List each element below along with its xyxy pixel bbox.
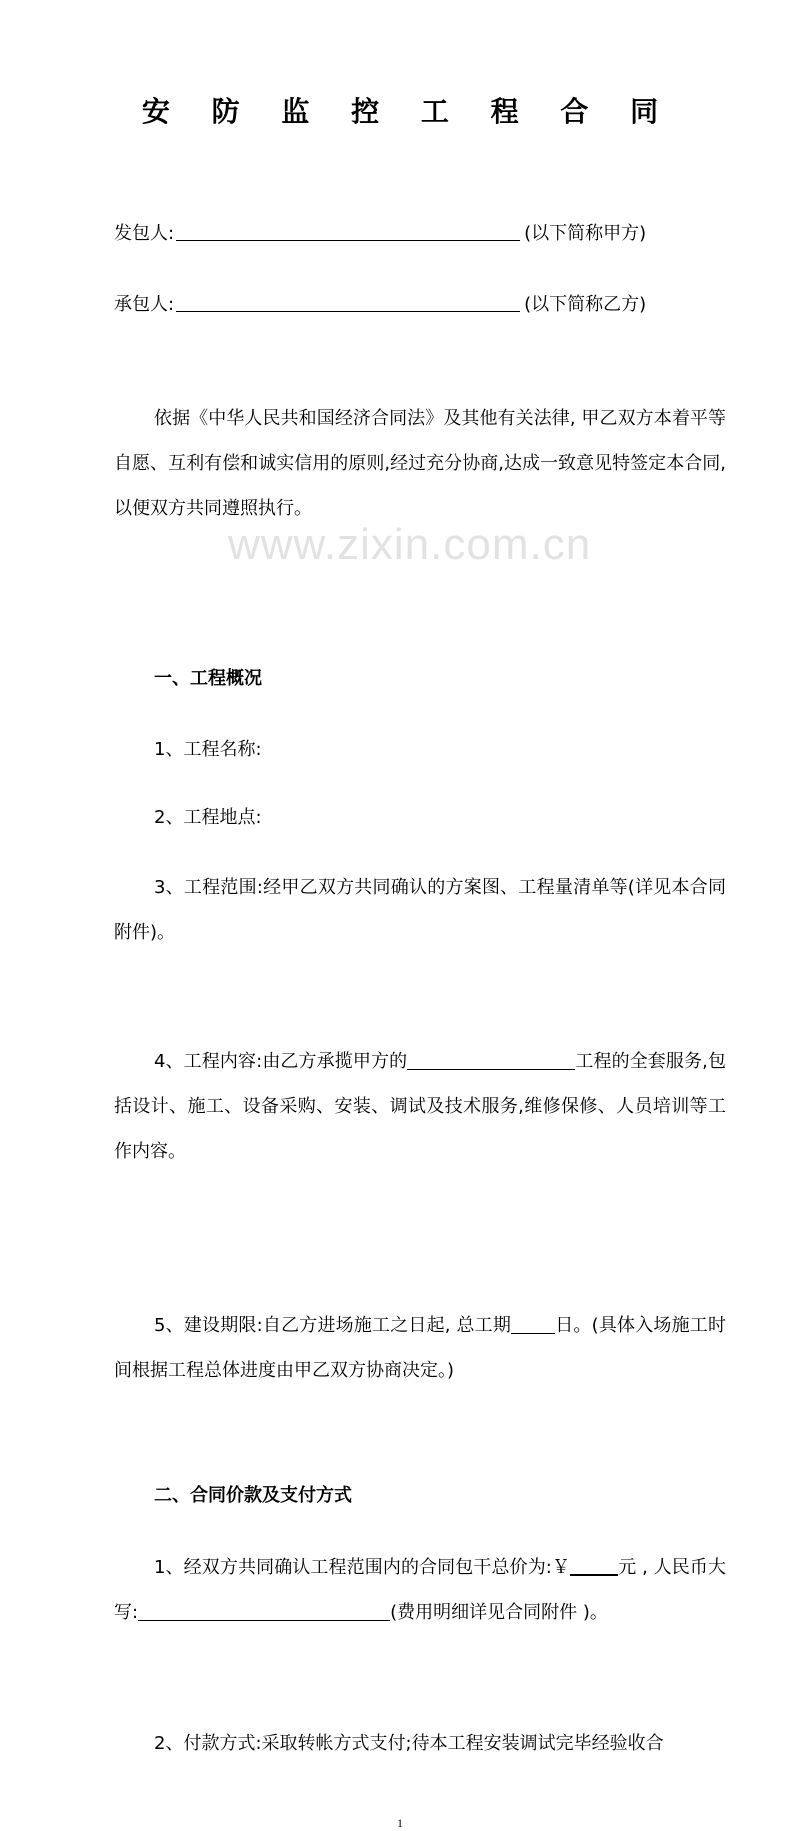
party-contractor-blank (176, 291, 520, 312)
payment-method-item: 2、付款方式:采取转帐方式支付;待本工程安装调试完毕经验收合 (154, 1733, 664, 1754)
page-title: 安 防 监 控 工 程 合 同 (141, 95, 675, 128)
page-number: 1 (397, 1816, 403, 1830)
contract-price-item (114, 1545, 726, 1635)
project-scope-item: 3、工程范围:经甲乙双方共同确认的方案图、工程量清单等(详见本合同附件)。 (114, 877, 726, 943)
construction-period-blank (511, 1313, 555, 1334)
section2-heading: 二、合同价款及支付方式 (154, 1485, 352, 1506)
project-location-item: 2、工程地点: (154, 807, 262, 828)
project-content-text-b: 工程的全套服务,包括设计、施工、设备采购、安装、调试及技术服务,维修保修、人员培训等工作内容。 (114, 1051, 726, 1162)
watermark: www.zixin.com.cn (228, 520, 592, 569)
party-employer-label: 发包人: (114, 223, 175, 244)
contract-price-words-blank (138, 1600, 390, 1621)
project-content-blank (407, 1049, 575, 1070)
construction-period-item (114, 1303, 726, 1393)
party-contractor-label: 承包人: (114, 294, 175, 315)
party-contractor-suffix: (以下简称乙方) (524, 294, 647, 315)
party-contractor (114, 291, 800, 319)
construction-period-text-a: 5、建设期限:自乙方进场施工之日起, 总工期 (154, 1315, 512, 1336)
party-employer-blank (176, 220, 520, 241)
party-employer-suffix: (以下简称甲方) (524, 223, 647, 244)
project-content-item (114, 1039, 726, 1174)
contract-price-text-a: 1、经双方共同确认工程范围内的合同包干总价为:￥ (154, 1557, 571, 1578)
contract-price-text-c: (费用明细详见合同附件 )。 (390, 1602, 608, 1623)
intro-paragraph: 依据《中华人民共和国经济合同法》及其他有关法律, 甲乙双方本着平等自愿、互利有偿和诚实信用的原则,经过充分协商,达成一致意见特签定本合同,以便双方共同遵照执行。 (114, 408, 726, 519)
contract-price-amount-blank (570, 1554, 618, 1576)
contract-price-text-b: 元 , 人民币大写: (114, 1557, 727, 1623)
project-content-text-a: 4、工程内容:由乙方承揽甲方的 (154, 1051, 408, 1072)
section1-heading: 一、工程概况 (154, 668, 262, 689)
party-employer (114, 220, 800, 248)
construction-period-text-b: 日。(具体入场施工时间根据工程总体进度由甲乙双方协商决定。) (114, 1315, 726, 1381)
project-name-item: 1、工程名称: (154, 739, 262, 760)
